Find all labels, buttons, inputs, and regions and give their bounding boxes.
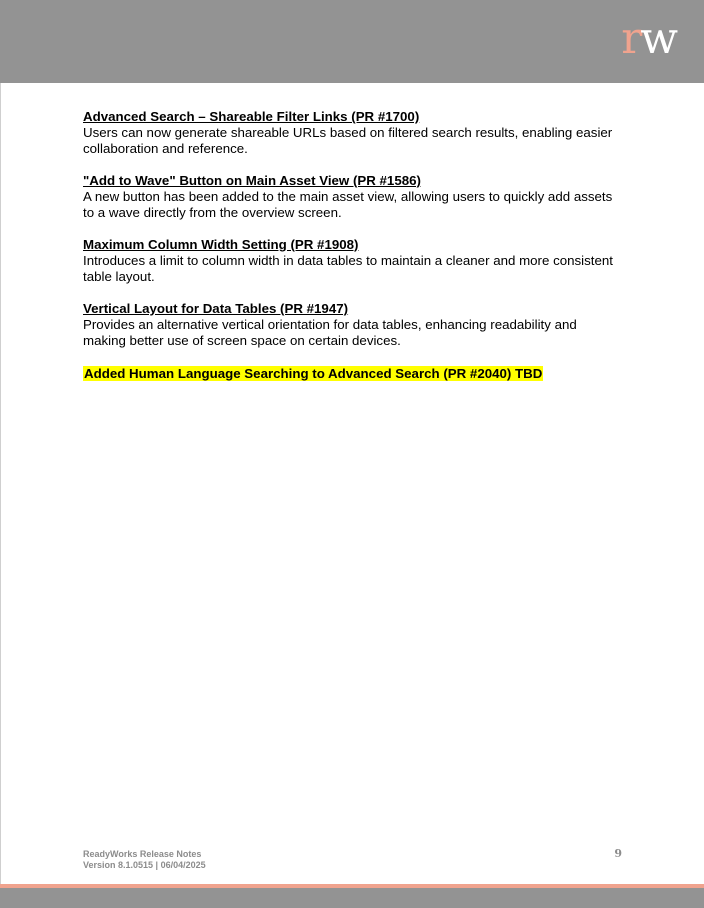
footer-version: Version 8.1.0515 | 06/04/2025 bbox=[83, 860, 206, 870]
header-band bbox=[0, 0, 704, 83]
release-notes-content bbox=[83, 109, 623, 399]
section-title: Advanced Search – Shareable Filter Links (PR #1700) bbox=[83, 109, 420, 124]
highlighted-item: Added Human Language Searching to Advanced Search (PR #2040) TBD bbox=[84, 366, 543, 381]
footer-doc-info bbox=[83, 849, 206, 871]
footer-band bbox=[0, 888, 704, 908]
page-number: 9 bbox=[614, 847, 622, 860]
feature-section-shareable-filter-links bbox=[83, 109, 623, 157]
footer-doc-title: ReadyWorks Release Notes bbox=[83, 849, 202, 859]
feature-section-vertical-layout bbox=[83, 301, 623, 349]
section-title: "Add to Wave" Button on Main Asset View (PR #1586) bbox=[83, 173, 421, 188]
section-body: Users can now generate shareable URLs based on filtered search results, enabling easier collaboration and reference. bbox=[83, 125, 613, 156]
section-title: Maximum Column Width Setting (PR #1908) bbox=[83, 237, 359, 252]
logo-letter-r: r bbox=[621, 13, 641, 64]
section-body: Provides an alternative vertical orientation for data tables, enhancing readability and making better use of screen space on certain devices. bbox=[83, 317, 577, 348]
page-left-edge bbox=[0, 83, 1, 884]
readyworks-logo bbox=[621, 14, 676, 64]
logo-letter-w: w bbox=[640, 13, 676, 64]
feature-section-human-language-search bbox=[83, 365, 623, 383]
feature-section-max-column-width bbox=[83, 237, 623, 285]
feature-section-add-to-wave bbox=[83, 173, 623, 221]
section-body: Introduces a limit to column width in data tables to maintain a cleaner and more consistent table layout. bbox=[83, 253, 613, 284]
section-body: A new button has been added to the main asset view, allowing users to quickly add assets to a wave directly from the overview screen. bbox=[83, 189, 613, 220]
section-title: Vertical Layout for Data Tables (PR #1947) bbox=[83, 301, 349, 316]
